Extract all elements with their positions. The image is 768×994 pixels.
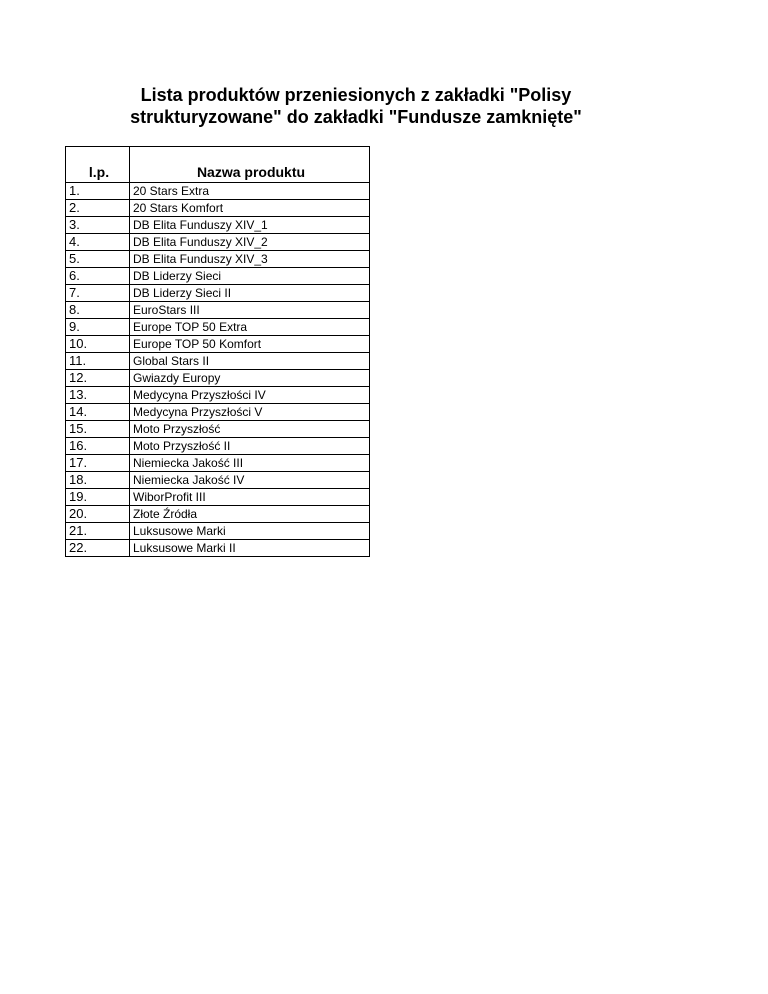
row-number: 8. xyxy=(66,302,130,319)
table-row xyxy=(66,302,370,319)
product-name: WiborProfit III xyxy=(130,489,370,506)
title-line-2: strukturyzowane" do zakładki "Fundusze zamknięte" xyxy=(130,107,582,127)
product-name: DB Liderzy Sieci xyxy=(130,268,370,285)
product-name: DB Elita Funduszy XIV_1 xyxy=(130,217,370,234)
product-name: 20 Stars Extra xyxy=(130,183,370,200)
row-number: 15. xyxy=(66,421,130,438)
table-row xyxy=(66,455,370,472)
table-row xyxy=(66,183,370,200)
row-number: 3. xyxy=(66,217,130,234)
table-header-row xyxy=(66,147,370,183)
table-row xyxy=(66,370,370,387)
product-name: Niemiecka Jakość IV xyxy=(130,472,370,489)
table-row xyxy=(66,285,370,302)
row-number: 10. xyxy=(66,336,130,353)
row-number: 6. xyxy=(66,268,130,285)
product-name: DB Elita Funduszy XIV_2 xyxy=(130,234,370,251)
row-number: 19. xyxy=(66,489,130,506)
row-number: 2. xyxy=(66,200,130,217)
table-row xyxy=(66,489,370,506)
row-number: 16. xyxy=(66,438,130,455)
row-number: 9. xyxy=(66,319,130,336)
product-name: 20 Stars Komfort xyxy=(130,200,370,217)
header-product-name: Nazwa produktu xyxy=(130,147,370,183)
table-row xyxy=(66,200,370,217)
table-row xyxy=(66,506,370,523)
product-name: Luksusowe Marki xyxy=(130,523,370,540)
product-name: Złote Źródła xyxy=(130,506,370,523)
table-row xyxy=(66,404,370,421)
row-number: 21. xyxy=(66,523,130,540)
product-name: Europe TOP 50 Extra xyxy=(130,319,370,336)
table-row xyxy=(66,421,370,438)
table-row xyxy=(66,251,370,268)
row-number: 11. xyxy=(66,353,130,370)
row-number: 20. xyxy=(66,506,130,523)
table-row xyxy=(66,540,370,557)
document-title xyxy=(0,84,712,128)
table-row xyxy=(66,387,370,404)
product-name: Medycyna Przyszłości IV xyxy=(130,387,370,404)
product-name: Medycyna Przyszłości V xyxy=(130,404,370,421)
table-row xyxy=(66,472,370,489)
row-number: 13. xyxy=(66,387,130,404)
header-number: l.p. xyxy=(66,147,130,183)
table-body xyxy=(66,183,370,557)
row-number: 17. xyxy=(66,455,130,472)
table-row xyxy=(66,353,370,370)
product-name: DB Liderzy Sieci II xyxy=(130,285,370,302)
row-number: 12. xyxy=(66,370,130,387)
table-row xyxy=(66,336,370,353)
product-name: Moto Przyszłość xyxy=(130,421,370,438)
row-number: 1. xyxy=(66,183,130,200)
product-name: Niemiecka Jakość III xyxy=(130,455,370,472)
table-row xyxy=(66,319,370,336)
table-row xyxy=(66,438,370,455)
product-name: DB Elita Funduszy XIV_3 xyxy=(130,251,370,268)
title-line-1: Lista produktów przeniesionych z zakładki "Polisy xyxy=(140,85,572,105)
row-number: 5. xyxy=(66,251,130,268)
table-row xyxy=(66,268,370,285)
row-number: 14. xyxy=(66,404,130,421)
row-number: 7. xyxy=(66,285,130,302)
product-name: Gwiazdy Europy xyxy=(130,370,370,387)
product-name: Luksusowe Marki II xyxy=(130,540,370,557)
product-name: Global Stars II xyxy=(130,353,370,370)
product-name: Moto Przyszłość II xyxy=(130,438,370,455)
row-number: 18. xyxy=(66,472,130,489)
product-table xyxy=(65,146,370,557)
row-number: 4. xyxy=(66,234,130,251)
product-name: Europe TOP 50 Komfort xyxy=(130,336,370,353)
table-row xyxy=(66,523,370,540)
table-row xyxy=(66,217,370,234)
table-row xyxy=(66,234,370,251)
product-name: EuroStars III xyxy=(130,302,370,319)
row-number: 22. xyxy=(66,540,130,557)
